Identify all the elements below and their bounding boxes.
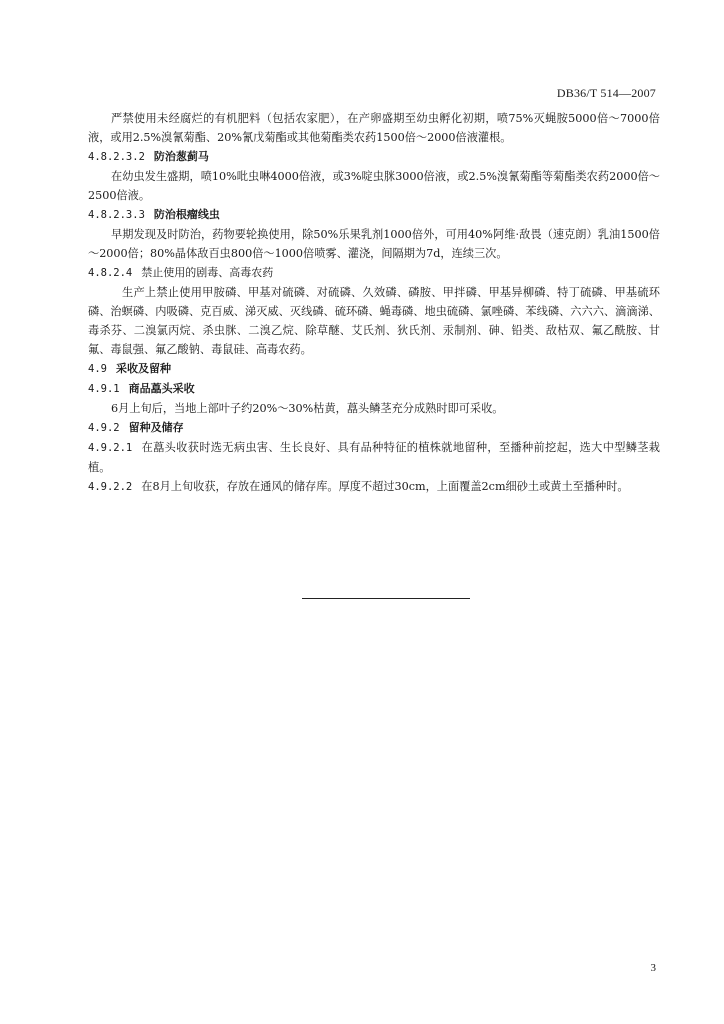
heading-4-9-2 — [88, 418, 660, 438]
section-title: 采收及留种 — [115, 362, 171, 375]
paragraph-4-9-2-1 — [88, 438, 660, 477]
paragraph-banned-pesticides: 生产上禁止使用甲胺磷、甲基对硫磷、对硫磷、久效磷、磷胺、甲拌磷、甲基异柳磷、特丁硫磷、甲基硫环磷、治螟磷、内吸磷、克百威、涕灭威、灭线磷、硫环磷、蝇毒磷、地虫硫磷、氯唑磷、苯线磷、六六六、滴滴涕、毒杀芬、二溴氯丙烷、杀虫脒、二溴乙烷、除草醚、艾氏剂、狄氏剂、汞制剂、砷、铅类、敌枯双、氟乙酰胺、甘氟、毒鼠强、氟乙酸钠、毒鼠硅、高毒农药。 — [88, 286, 660, 356]
paragraph-harvest: 6月上旬后，当地上部叶子约20%～30%枯黄，藠头鳞茎充分成熟时即可采收。 — [111, 402, 504, 415]
heading-4-8-2-3-2 — [88, 147, 660, 167]
page-number: 3 — [650, 962, 656, 974]
paragraph-4-9-2-2 — [88, 477, 660, 497]
section-title: 禁止使用的剧毒、高毒农药 — [141, 266, 274, 279]
section-number: 4.9.1 — [88, 383, 120, 395]
paragraph-nematode-control: 早期发现及时防治，药物要轮换使用，除50%乐果乳剂1000倍外，可用40%阿维·敌畏（速克朗）乳油1500倍～2000倍；80%晶体敌百虫800倍～1000倍喷雾、灌浇，间隔期为7d，连续三次。 — [88, 228, 660, 260]
section-number: 4.8.2.3.3 — [88, 209, 145, 221]
section-number: 4.9.2.1 — [88, 442, 133, 454]
section-title: 商品藠头采收 — [128, 382, 195, 395]
section-body: 在8月上旬收获，存放在通风的储存库。厚度不超过30cm，上面覆盖2cm细砂土或黄土至播种时。 — [141, 480, 629, 493]
section-number: 4.8.2.3.2 — [88, 151, 145, 163]
paragraph-thrips-control: 在幼虫发生盛期，喷10%吡虫啉4000倍液，或3%啶虫脒3000倍液，或2.5%溴氰菊酯等菊酯类农药2000倍～2500倍液。 — [88, 170, 660, 202]
section-number: 4.9.2.2 — [88, 481, 133, 493]
section-number: 4.8.2.4 — [88, 267, 133, 279]
heading-4-8-2-4 — [88, 263, 660, 283]
standard-code: DB36/T 514—2007 — [556, 86, 656, 100]
document-body — [88, 109, 660, 497]
section-title: 防治葱蓟马 — [153, 150, 209, 163]
section-number: 4.9.2 — [88, 422, 120, 434]
section-number: 4.9 — [88, 363, 107, 375]
section-title: 防治根瘤线虫 — [153, 208, 220, 221]
paragraph-root-knot-maggot-control: 严禁使用未经腐烂的有机肥料（包括农家肥），在产卵盛期至幼虫孵化初期，喷75%灭蝇胺5000倍～7000倍液，或用2.5%溴氰菊酯、20%氰戊菊酯或其他菊酯类农药1500倍～2000倍液灌根。 — [88, 112, 660, 144]
section-title: 留种及储存 — [128, 421, 184, 434]
heading-4-9 — [88, 359, 660, 379]
end-of-document-rule — [302, 598, 470, 599]
heading-4-8-2-3-3 — [88, 205, 660, 225]
heading-4-9-1 — [88, 379, 660, 399]
section-body: 在藠头收获时选无病虫害、生长良好、具有品种特征的植株就地留种，至播种前挖起，选大中型鳞茎栽植。 — [88, 441, 660, 474]
